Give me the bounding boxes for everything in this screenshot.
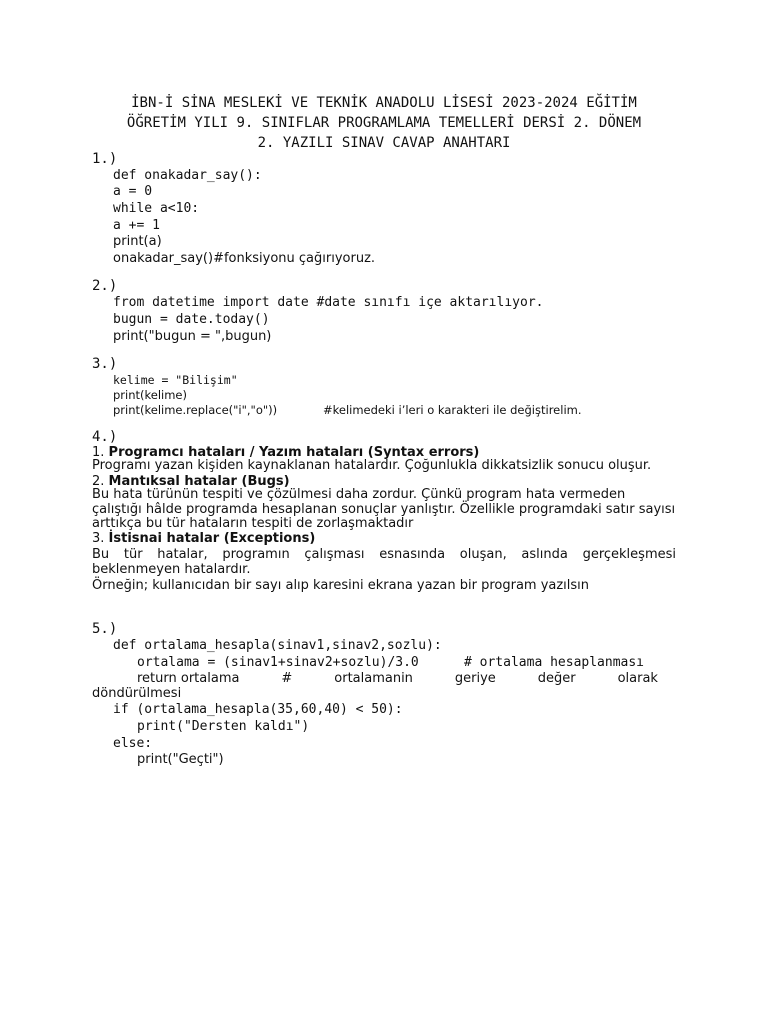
q4-item-3-prefix: 3.	[92, 531, 105, 546]
q4-item-1-title: Programcı hataları / Yazım hataları (Syntax errors)	[108, 445, 480, 460]
q5-def-line: def ortalama_hesapla(sinav1,sinav2,sozlu):	[113, 638, 442, 653]
question-5-number: 5.)	[92, 621, 118, 637]
question-1-number: 1.)	[92, 151, 118, 167]
q5-return-wrap: döndürülmesi	[92, 686, 182, 701]
q4-item-3-title: İstisnai hatalar (Exceptions)	[108, 531, 316, 546]
q1-code-line-6: onakadar_say()#fonksiyonu çağırıyoruz.	[113, 251, 376, 266]
title-line-2: ÖĞRETİM YILI 9. SINIFLAR PROGRAMLAMA TEMELLERİ DERSİ 2. DÖNEM	[126, 115, 642, 131]
q5-print-fail: print("Dersten kaldı")	[137, 719, 310, 734]
title-line-3: 2. YAZILI SINAV CAVAP ANAHTARI	[257, 135, 511, 151]
q1-code-line-5: print(a)	[113, 234, 162, 249]
q4-item-1-prefix: 1.	[92, 445, 105, 460]
q1-code-line-2: a = 0	[113, 184, 153, 199]
q2-code-line-3: print("bugun = ",bugun)	[113, 329, 272, 344]
q4-item-2-text: Bu hata türünün tespiti ve çözülmesi daha zordur. Çünkü program hata vermeden çalıştığı hâlde programda hesaplanan sonuçlar yanlıştır. Özellikle programdaki satır sayısı arttıkça bu tür hataların tespiti de zorlaşmaktadır	[92, 487, 676, 531]
question-3-number: 3.)	[92, 356, 118, 372]
q5-return-word-6: olarak	[617, 671, 658, 686]
q5-return-line	[137, 671, 658, 687]
q1-code-line-4: a += 1	[113, 218, 160, 233]
q5-return-word-3: ortalamanin	[334, 671, 413, 686]
q5-avg-comment: # ortalama hesaplanması	[464, 655, 645, 670]
q4-item-2-title: Mantıksal hatalar (Bugs)	[108, 474, 290, 489]
q3-code-line-2: print(kelime)	[113, 388, 187, 402]
title-line-1: İBN-İ SİNA MESLEKİ VE TEKNİK ANADOLU LİSESİ 2023-2024 EĞİTİM	[131, 95, 637, 111]
q5-return-word-4: geriye	[454, 671, 496, 686]
question-4-number: 4.)	[92, 429, 118, 445]
q4-item-3-text: Bu tür hatalar, programın çalışması esnasında oluşan, aslında gerçekleşmesi beklenmeyen hatalardır.	[92, 547, 676, 577]
q5-else-line: else:	[113, 736, 153, 751]
q4-example-text: Örneğin; kullanıcıdan bir sayı alıp karesini ekrana yazan bir program yazılsın	[92, 578, 590, 593]
q5-return-word-1: return ortalama	[137, 671, 240, 686]
q1-code-line-3: while a<10:	[113, 201, 200, 216]
q5-return-word-2: #	[281, 671, 293, 686]
q4-item-3-heading	[92, 531, 315, 546]
q4-item-2-prefix: 2.	[92, 474, 105, 489]
q3-code-line-3: print(kelime.replace("i","o"))	[113, 403, 278, 417]
q1-code-line-1: def onakadar_say():	[113, 168, 262, 183]
q5-return-word-5: değer	[537, 671, 576, 686]
q5-if-line: if (ortalama_hesapla(35,60,40) < 50):	[113, 702, 403, 717]
q3-code-line-1: kelime = "Bilişim"	[113, 373, 238, 387]
q2-code-line-1: from datetime import date #date sınıfı içe aktarılıyor.	[113, 295, 544, 310]
q2-code-line-2: bugun = date.today()	[113, 312, 270, 327]
question-2-number: 2.)	[92, 278, 118, 294]
q5-print-pass: print("Geçti")	[137, 752, 224, 767]
q5-avg-line: ortalama = (sinav1+sinav2+sozlu)/3.0	[137, 655, 419, 670]
q3-comment: #kelimedeki i’leri o karakteri ile değiştirelim.	[323, 403, 582, 417]
q4-item-1-text: Programı yazan kişiden kaynaklanan hatalardır. Çoğunlukla dikkatsizlik sonucu oluşur.	[92, 458, 652, 473]
document-title	[92, 93, 676, 153]
